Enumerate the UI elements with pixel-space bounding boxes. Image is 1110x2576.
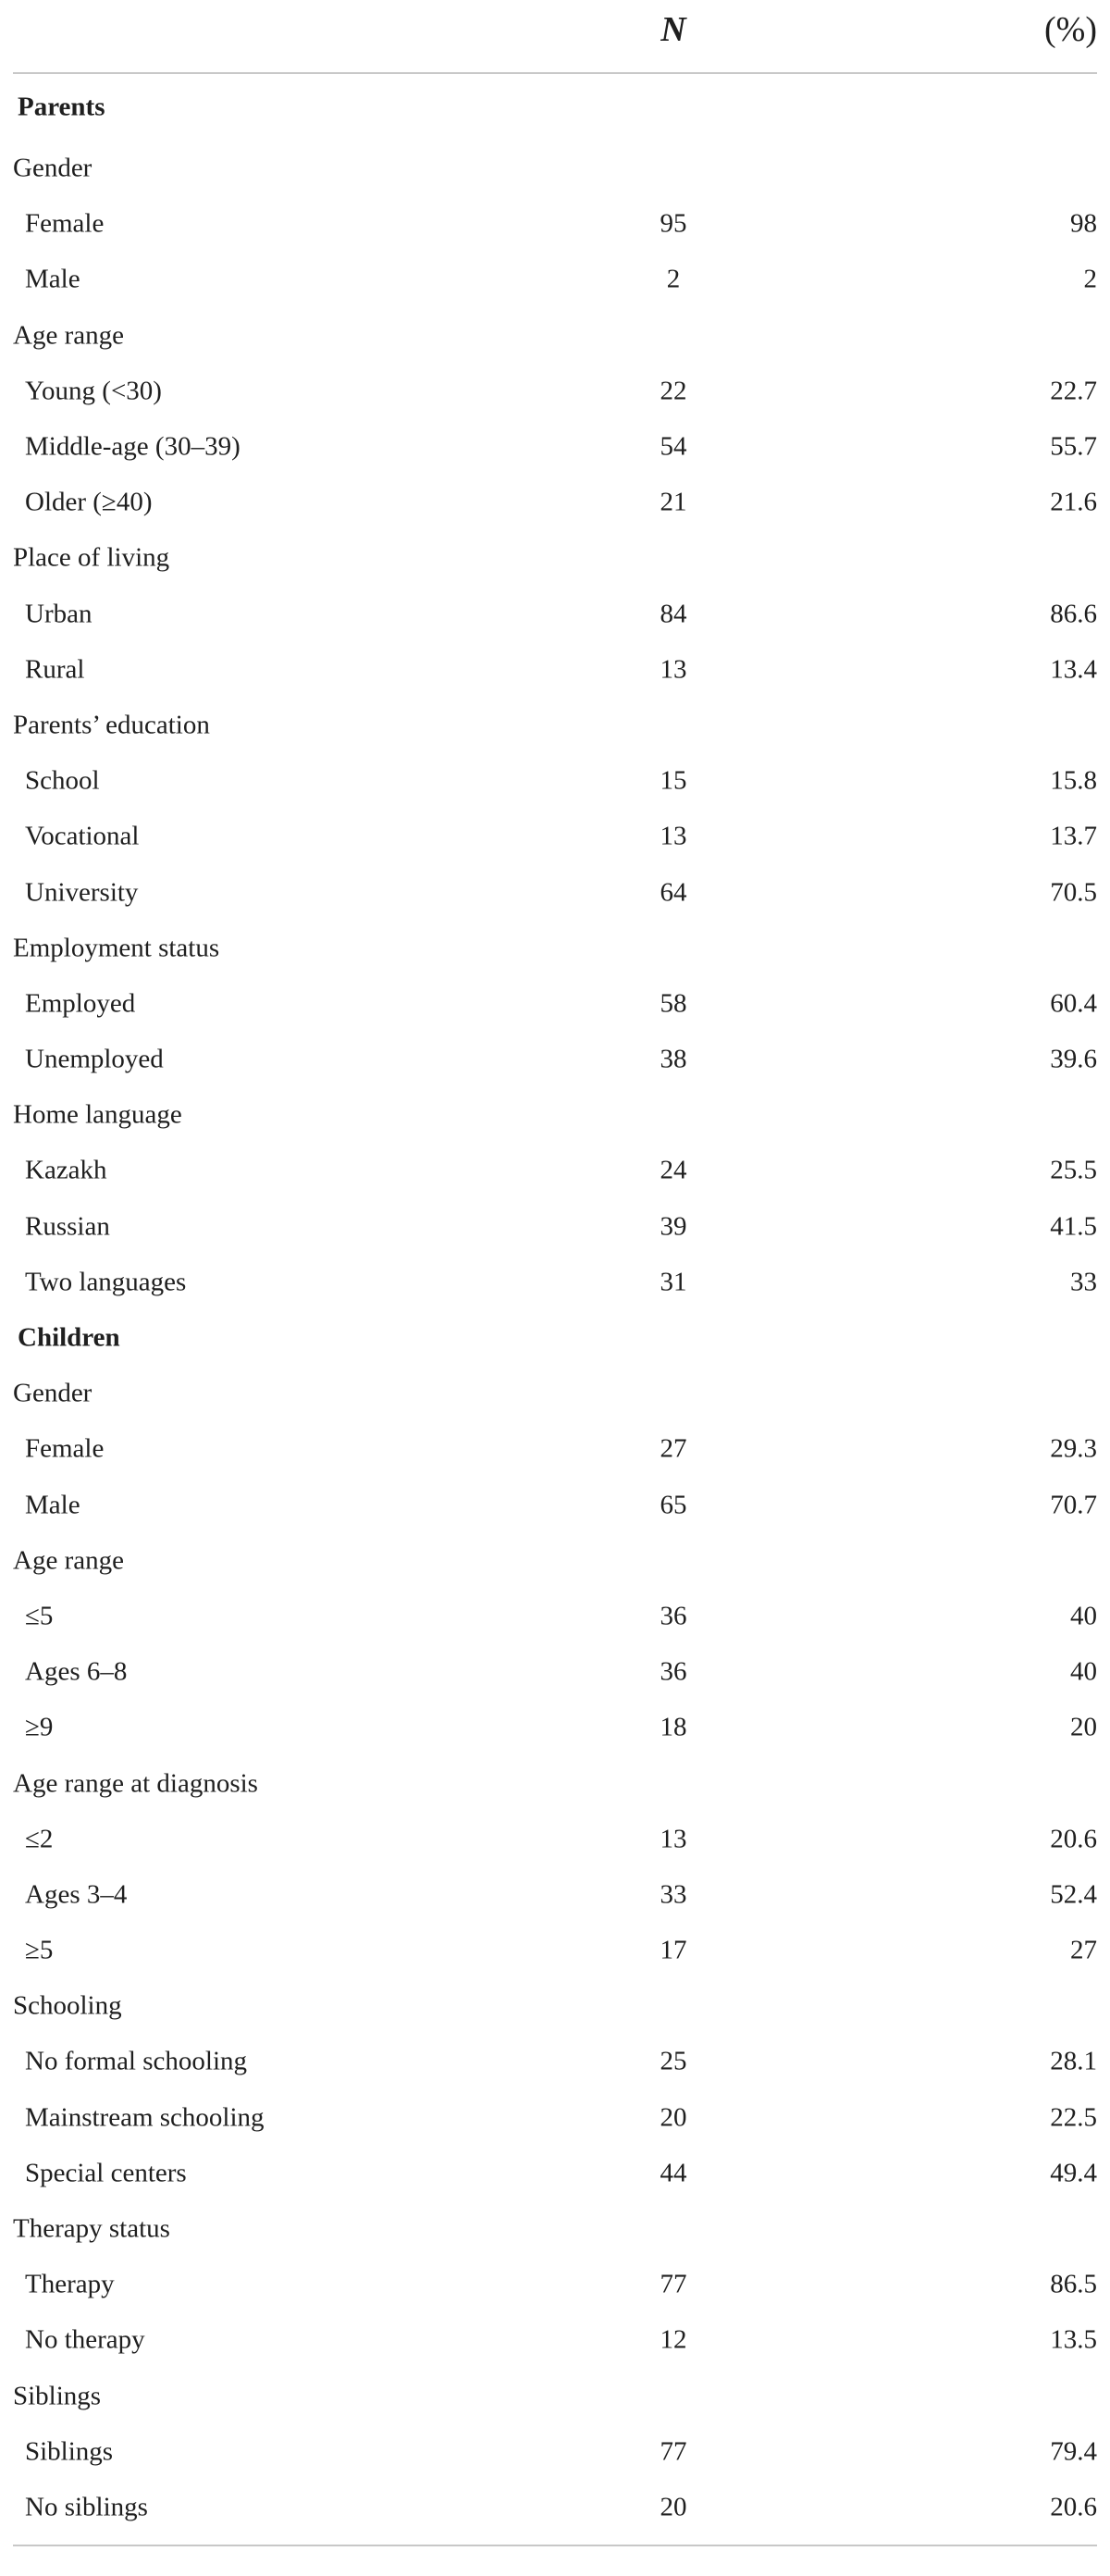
table-row [13,419,1097,475]
row-label: No therapy [25,2324,145,2355]
count-cell: 17 [660,1935,687,1965]
count-cell: 36 [660,1601,687,1631]
category-row [13,2201,1097,2257]
count-cell: 95 [660,208,687,239]
count-cell: 21 [660,487,687,517]
percent-cell: 52.4 [1050,1879,1097,1910]
table-row [13,1032,1097,1087]
bottom-rule [13,2545,1097,2546]
table-row [13,753,1097,809]
row-label: Female [25,1433,105,1464]
row-label: Two languages [25,1267,187,1297]
section-row [13,1310,1097,1366]
percent-cell: 39.6 [1050,1044,1097,1074]
table-row [13,1867,1097,1923]
section-label: Children [18,1322,120,1353]
percent-cell: 20.6 [1050,1824,1097,1854]
table-row [13,475,1097,530]
table-row [13,1923,1097,1978]
count-cell: 38 [660,1044,687,1074]
table-header [13,0,1097,74]
category-row [13,141,1097,196]
percent-cell: 13.7 [1050,821,1097,851]
row-label: Therapy [25,2269,115,2299]
percent-cell: 27 [1070,1935,1097,1965]
row-label: Siblings [25,2436,114,2467]
row-label: ≤2 [25,1824,54,1854]
table-row [13,1812,1097,1867]
row-label: Urban [25,599,92,629]
section-row [13,74,1097,141]
percent-cell: 98 [1070,208,1097,239]
count-cell: 54 [660,431,687,462]
table-row [13,364,1097,419]
percent-cell: 70.7 [1050,1490,1097,1520]
row-label: Male [25,1490,80,1520]
row-label: Female [25,208,105,239]
count-cell: 25 [660,2046,687,2076]
table-row [13,1255,1097,1310]
row-label: ≤5 [25,1601,54,1631]
table-row [13,976,1097,1032]
count-cell: 36 [660,1656,687,1687]
count-cell: 20 [660,2102,687,2133]
category-row [13,1366,1097,1421]
percent-cell: 13.5 [1050,2324,1097,2355]
table-row [13,2090,1097,2146]
count-cell: 58 [660,988,687,1019]
percent-cell: 25.5 [1050,1155,1097,1185]
table-row [13,1143,1097,1198]
category-label: Schooling [13,1990,122,2021]
category-row [13,1755,1097,1811]
category-label: Age range [13,1545,124,1576]
table-row [13,1199,1097,1255]
count-cell: 22 [660,376,687,406]
count-cell: 2 [666,264,681,294]
table-row [13,1700,1097,1755]
count-cell: 27 [660,1433,687,1464]
table-row [13,1589,1097,1644]
category-row [13,2369,1097,2424]
table-row [13,2146,1097,2201]
table-row [13,196,1097,252]
category-row [13,1087,1097,1143]
percent-cell: 40 [1070,1656,1097,1687]
category-label: Employment status [13,933,220,963]
count-cell: 65 [660,1490,687,1520]
row-label: ≥5 [25,1935,54,1965]
percent-cell: 86.5 [1050,2269,1097,2299]
row-label: No siblings [25,2492,148,2522]
row-label: School [25,765,100,796]
percent-cell: 29.3 [1050,1433,1097,1464]
category-label: Siblings [13,2381,102,2411]
count-cell: 18 [660,1712,687,1742]
count-cell: 13 [660,821,687,851]
percent-cell: 28.1 [1050,2046,1097,2076]
row-label: Mainstream schooling [25,2102,265,2133]
demographics-table [13,0,1097,2546]
table-row [13,1644,1097,1700]
percent-cell: 70.5 [1050,877,1097,908]
row-label: Russian [25,1211,110,1242]
percent-cell: 21.6 [1050,487,1097,517]
category-label: Home language [13,1099,182,1130]
percent-cell: 22.7 [1050,376,1097,406]
count-cell: 15 [660,765,687,796]
percent-cell: 33 [1070,1267,1097,1297]
table-row [13,2312,1097,2368]
count-cell: 77 [660,2269,687,2299]
row-label: Kazakh [25,1155,107,1185]
table-row [13,1421,1097,1477]
percent-cell: 2 [1083,264,1097,294]
table-row [13,809,1097,864]
category-label: Therapy status [13,2213,170,2244]
category-label: Age range [13,320,124,351]
row-label: Ages 3–4 [25,1879,128,1910]
section-label: Parents [18,92,105,122]
category-label: Place of living [13,542,170,573]
count-cell: 77 [660,2436,687,2467]
count-cell: 20 [660,2492,687,2522]
row-label: Employed [25,988,136,1019]
row-label: Ages 6–8 [25,1656,128,1687]
row-label: Unemployed [25,1044,164,1074]
percent-cell: 55.7 [1050,431,1097,462]
table-row [13,2480,1097,2535]
table-row [13,642,1097,698]
category-row [13,698,1097,753]
count-cell: 24 [660,1155,687,1185]
count-cell: 39 [660,1211,687,1242]
category-label: Parents’ education [13,710,210,740]
percent-cell: 13.4 [1050,654,1097,685]
row-label: Rural [25,654,85,685]
column-header-percent: (%) [1044,10,1097,49]
row-label: Vocational [25,821,140,851]
percent-cell: 20 [1070,1712,1097,1742]
row-label: Male [25,264,80,294]
percent-cell: 60.4 [1050,988,1097,1019]
table-body [13,74,1097,2535]
percent-cell: 49.4 [1050,2158,1097,2188]
percent-cell: 79.4 [1050,2436,1097,2467]
count-cell: 64 [660,877,687,908]
percent-cell: 41.5 [1050,1211,1097,1242]
percent-cell: 40 [1070,1601,1097,1631]
category-label: Gender [13,153,92,183]
row-label: Young (<30) [25,376,162,406]
table-row [13,864,1097,920]
row-label: Middle-age (30–39) [25,431,240,462]
count-cell: 12 [660,2324,687,2355]
row-label: ≥9 [25,1712,54,1742]
table-row [13,2257,1097,2312]
row-label: No formal schooling [25,2046,248,2076]
category-row [13,921,1097,976]
count-cell: 44 [660,2158,687,2188]
table-row [13,252,1097,307]
category-row [13,308,1097,364]
category-label: Gender [13,1378,92,1408]
count-cell: 31 [660,1267,687,1297]
count-cell: 33 [660,1879,687,1910]
table-row [13,587,1097,642]
table-row [13,2034,1097,2089]
table-row [13,1478,1097,1533]
row-label: Special centers [25,2158,187,2188]
percent-cell: 15.8 [1050,765,1097,796]
category-row [13,1533,1097,1589]
column-header-n: N [660,10,686,49]
table-row [13,2424,1097,2480]
row-label: Older (≥40) [25,487,153,517]
count-cell: 13 [660,1824,687,1854]
percent-cell: 20.6 [1050,2492,1097,2522]
category-label: Age range at diagnosis [13,1768,258,1799]
row-label: University [25,877,139,908]
category-row [13,1978,1097,2034]
percent-cell: 22.5 [1050,2102,1097,2133]
category-row [13,530,1097,586]
count-cell: 13 [660,654,687,685]
count-cell: 84 [660,599,687,629]
percent-cell: 86.6 [1050,599,1097,629]
